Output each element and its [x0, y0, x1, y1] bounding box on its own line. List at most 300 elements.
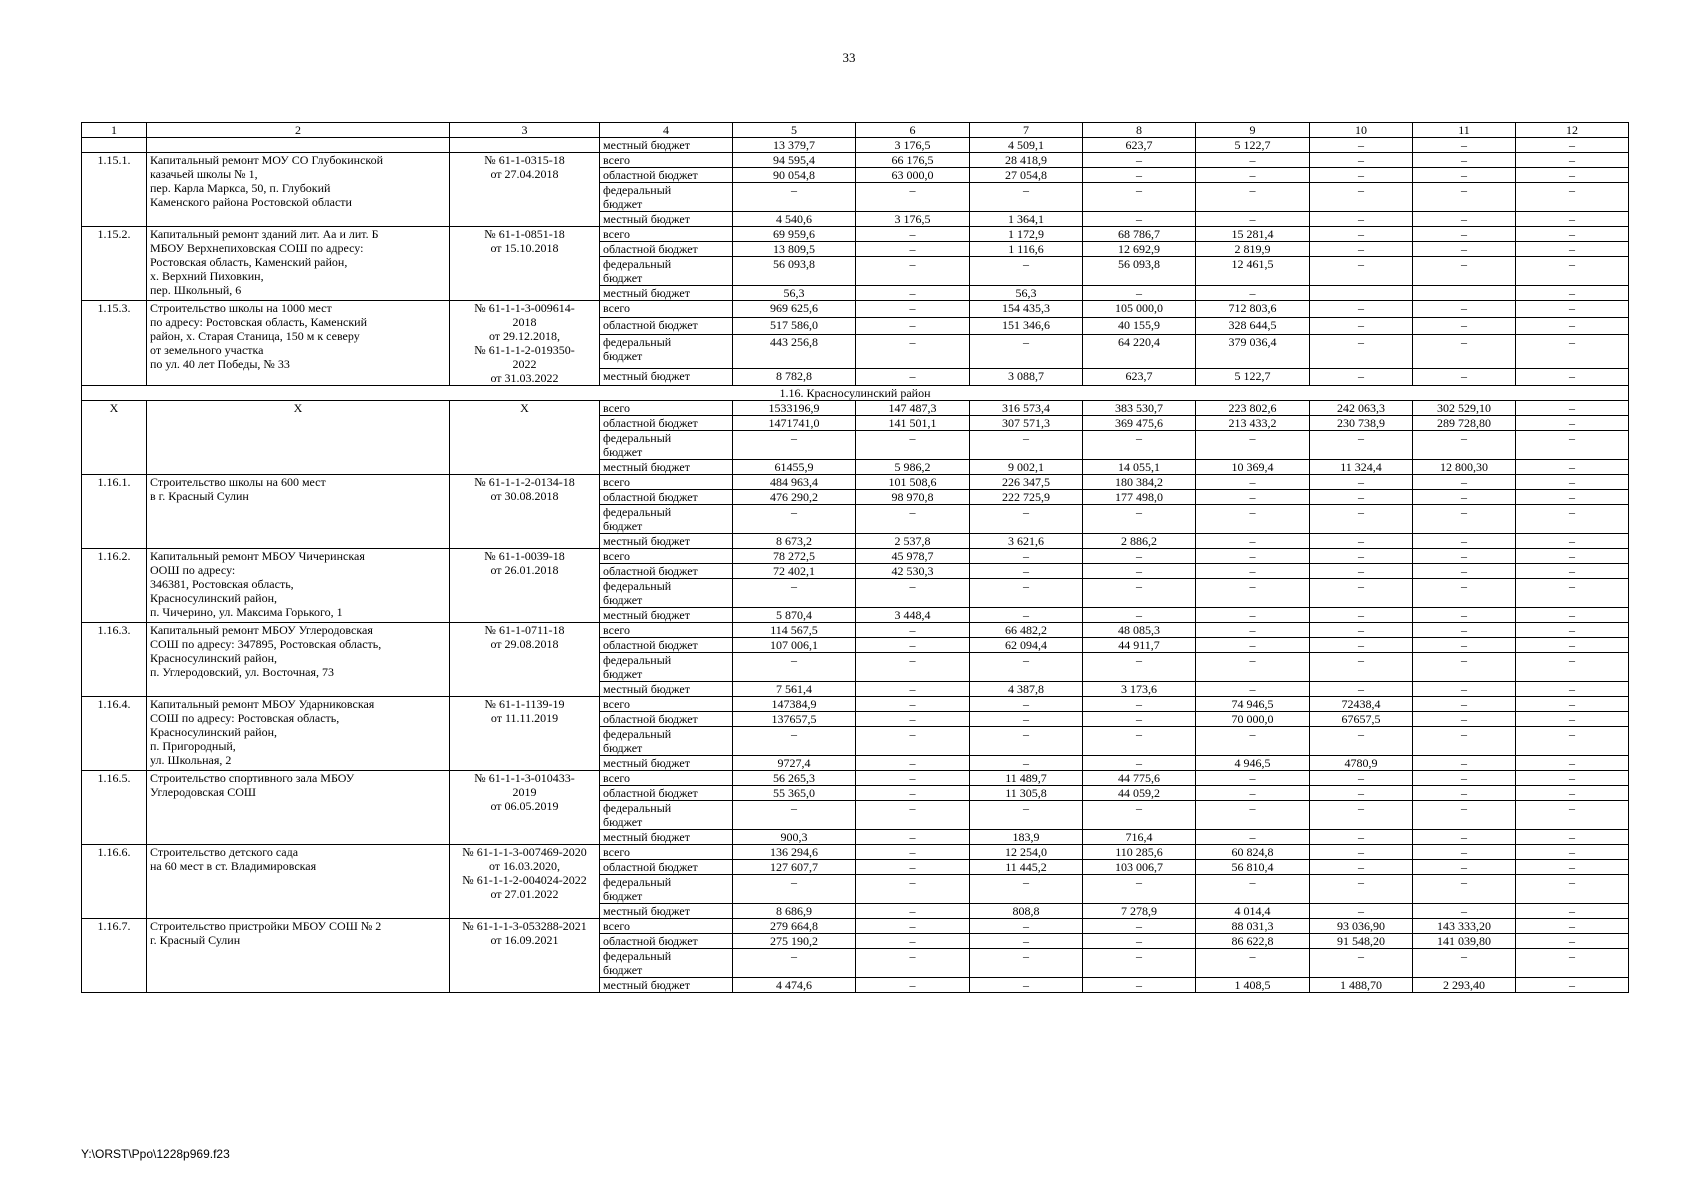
- amount-cell: 2 886,2: [1083, 534, 1196, 549]
- amount-cell: –: [1413, 168, 1516, 183]
- amount-cell: 5 122,7: [1196, 368, 1310, 385]
- budget-type-label: местный бюджет: [600, 534, 733, 549]
- empty-cell: [147, 138, 450, 153]
- amount-cell: 1 364,1: [970, 212, 1083, 227]
- amount-cell: –: [1196, 653, 1310, 682]
- amount-cell: –: [1413, 301, 1516, 318]
- amount-cell: –: [970, 875, 1083, 904]
- amount-cell: 226 347,5: [970, 475, 1083, 490]
- amount-cell: –: [1196, 534, 1310, 549]
- amount-cell: 107 006,1: [733, 638, 856, 653]
- amount-cell: –: [1413, 549, 1516, 564]
- amount-cell: –: [1516, 949, 1629, 978]
- amount-cell: 1471741,0: [733, 416, 856, 431]
- item-document: № 61-1-0315-18 от 27.04.2018: [450, 153, 600, 227]
- amount-cell: –: [1310, 227, 1413, 242]
- budget-table-container: [81, 122, 1629, 993]
- amount-cell: –: [1413, 875, 1516, 904]
- amount-cell: –: [1516, 579, 1629, 608]
- amount-cell: –: [1083, 801, 1196, 830]
- amount-cell: –: [1310, 475, 1413, 490]
- budget-type-label: всего: [600, 227, 733, 242]
- amount-cell: –: [1413, 756, 1516, 771]
- column-number-header: 7: [970, 123, 1083, 138]
- amount-cell: –: [856, 934, 970, 949]
- amount-cell: –: [1413, 318, 1516, 335]
- amount-cell: 1 488,70: [1310, 978, 1413, 993]
- item-number: 1.15.3.: [82, 301, 147, 386]
- amount-cell: 143 333,20: [1413, 919, 1516, 934]
- amount-cell: –: [970, 608, 1083, 623]
- budget-type-label: областной бюджет: [600, 416, 733, 431]
- amount-cell: –: [733, 579, 856, 608]
- amount-cell: 279 664,8: [733, 919, 856, 934]
- amount-cell: 4 387,8: [970, 682, 1083, 697]
- amount-cell: 484 963,4: [733, 475, 856, 490]
- amount-cell: 275 190,2: [733, 934, 856, 949]
- amount-cell: –: [970, 653, 1083, 682]
- amount-cell: –: [1413, 534, 1516, 549]
- amount-cell: –: [1516, 153, 1629, 168]
- item-number: 1.16.3.: [82, 623, 147, 697]
- amount-cell: 623,7: [1083, 368, 1196, 385]
- budget-type-label: федеральный бюджет: [600, 949, 733, 978]
- amount-cell: –: [1083, 549, 1196, 564]
- amount-cell: 105 000,0: [1083, 301, 1196, 318]
- amount-cell: –: [1516, 460, 1629, 475]
- amount-cell: 517 586,0: [733, 318, 856, 335]
- table-row: [82, 623, 1629, 638]
- amount-cell: 2 537,8: [856, 534, 970, 549]
- amount-cell: 1 116,6: [970, 242, 1083, 257]
- amount-cell: –: [856, 682, 970, 697]
- amount-cell: –: [970, 949, 1083, 978]
- amount-cell: –: [1310, 801, 1413, 830]
- amount-cell: –: [1196, 286, 1310, 301]
- item-name: Капитальный ремонт МБОУ Чичеринская ООШ по адресу: 346381, Ростовская область, Красносулинский район, п. Чичерино, ул. Максима Горького, 1: [147, 549, 450, 623]
- column-number-header: 1: [82, 123, 147, 138]
- item-name: Строительство школы на 1000 мест по адресу: Ростовская область, Каменский район, х. Старая Станица, 150 м к северу от земельного участка по ул. 40 лет Победы, № 33: [147, 301, 450, 386]
- amount-cell: 62 094,4: [970, 638, 1083, 653]
- amount-cell: –: [1310, 727, 1413, 756]
- amount-cell: 44 911,7: [1083, 638, 1196, 653]
- budget-type-label: областной бюджет: [600, 638, 733, 653]
- budget-type-label: федеральный бюджет: [600, 579, 733, 608]
- amount-cell: –: [856, 756, 970, 771]
- budget-type-label: федеральный бюджет: [600, 335, 733, 368]
- amount-cell: –: [970, 335, 1083, 368]
- budget-type-label: местный бюджет: [600, 904, 733, 919]
- table-row: [82, 401, 1629, 416]
- amount-cell: 91 548,20: [1310, 934, 1413, 949]
- amount-cell: –: [856, 830, 970, 845]
- budget-type-label: всего: [600, 549, 733, 564]
- amount-cell: –: [1413, 475, 1516, 490]
- amount-cell: 2 819,9: [1196, 242, 1310, 257]
- amount-cell: 716,4: [1083, 830, 1196, 845]
- amount-cell: 8 673,2: [733, 534, 856, 549]
- amount-cell: 93 036,90: [1310, 919, 1413, 934]
- budget-type-label: областной бюджет: [600, 490, 733, 505]
- amount-cell: 67657,5: [1310, 712, 1413, 727]
- amount-cell: 302 529,10: [1413, 401, 1516, 416]
- amount-cell: –: [733, 727, 856, 756]
- budget-type-label: областной бюджет: [600, 318, 733, 335]
- amount-cell: –: [1310, 949, 1413, 978]
- amount-cell: 88 031,3: [1196, 919, 1310, 934]
- amount-cell: –: [970, 549, 1083, 564]
- amount-cell: –: [1196, 608, 1310, 623]
- amount-cell: 4 014,4: [1196, 904, 1310, 919]
- amount-cell: 56,3: [733, 286, 856, 301]
- amount-cell: –: [1083, 183, 1196, 212]
- amount-cell: –: [970, 505, 1083, 534]
- amount-cell: –: [1516, 830, 1629, 845]
- amount-cell: 45 978,7: [856, 549, 970, 564]
- amount-cell: –: [1083, 875, 1196, 904]
- amount-cell: –: [1083, 919, 1196, 934]
- amount-cell: –: [970, 183, 1083, 212]
- amount-cell: 4780,9: [1310, 756, 1413, 771]
- amount-cell: –: [856, 801, 970, 830]
- amount-cell: 230 738,9: [1310, 416, 1413, 431]
- amount-cell: –: [1516, 401, 1629, 416]
- amount-cell: –: [1196, 490, 1310, 505]
- amount-cell: –: [733, 801, 856, 830]
- amount-cell: 328 644,5: [1196, 318, 1310, 335]
- amount-cell: –: [733, 653, 856, 682]
- column-number-header: 2: [147, 123, 450, 138]
- amount-cell: –: [1413, 860, 1516, 875]
- amount-cell: –: [1196, 579, 1310, 608]
- budget-type-label: всего: [600, 845, 733, 860]
- item-name: Капитальный ремонт МБОУ Ударниковская СОШ по адресу: Ростовская область, Красносулинский район, п. Пригородный, ул. Школьная, 2: [147, 697, 450, 771]
- amount-cell: –: [1413, 949, 1516, 978]
- amount-cell: –: [1083, 564, 1196, 579]
- item-number: 1.15.2.: [82, 227, 147, 301]
- amount-cell: –: [1310, 623, 1413, 638]
- item-number: 1.16.7.: [82, 919, 147, 993]
- amount-cell: –: [1516, 978, 1629, 993]
- amount-cell: 7 278,9: [1083, 904, 1196, 919]
- amount-cell: 55 365,0: [733, 786, 856, 801]
- amount-cell: –: [1516, 712, 1629, 727]
- amount-cell: –: [1516, 257, 1629, 286]
- amount-cell: –: [1310, 875, 1413, 904]
- amount-cell: –: [1413, 505, 1516, 534]
- table-row: [82, 153, 1629, 168]
- amount-cell: –: [1516, 242, 1629, 257]
- amount-cell: –: [1413, 183, 1516, 212]
- item-number: 1.16.4.: [82, 697, 147, 771]
- amount-cell: –: [856, 786, 970, 801]
- amount-cell: –: [1310, 212, 1413, 227]
- amount-cell: 127 607,7: [733, 860, 856, 875]
- amount-cell: 13 379,7: [733, 138, 856, 153]
- amount-cell: –: [1516, 860, 1629, 875]
- amount-cell: 48 085,3: [1083, 623, 1196, 638]
- amount-cell: 147384,9: [733, 697, 856, 712]
- amount-cell: –: [1196, 623, 1310, 638]
- amount-cell: –: [856, 978, 970, 993]
- amount-cell: –: [970, 697, 1083, 712]
- amount-cell: 12 800,30: [1413, 460, 1516, 475]
- amount-cell: 78 272,5: [733, 549, 856, 564]
- amount-cell: –: [1196, 549, 1310, 564]
- amount-cell: –: [1196, 153, 1310, 168]
- amount-cell: 3 173,6: [1083, 682, 1196, 697]
- amount-cell: 10 369,4: [1196, 460, 1310, 475]
- file-path-footer: Y:\ORST\Ppo\1228p969.f23: [81, 1147, 230, 1161]
- amount-cell: –: [1083, 978, 1196, 993]
- amount-cell: 66 176,5: [856, 153, 970, 168]
- amount-cell: 3 088,7: [970, 368, 1083, 385]
- amount-cell: –: [1413, 431, 1516, 460]
- amount-cell: –: [970, 712, 1083, 727]
- amount-cell: –: [1516, 183, 1629, 212]
- amount-cell: –: [1310, 368, 1413, 385]
- amount-cell: 14 055,1: [1083, 460, 1196, 475]
- amount-cell: –: [856, 227, 970, 242]
- amount-cell: 63 000,0: [856, 168, 970, 183]
- amount-cell: –: [1083, 608, 1196, 623]
- amount-cell: 151 346,6: [970, 318, 1083, 335]
- amount-cell: –: [1516, 919, 1629, 934]
- amount-cell: 28 418,9: [970, 153, 1083, 168]
- amount-cell: –: [1413, 335, 1516, 368]
- amount-cell: –: [1516, 475, 1629, 490]
- amount-cell: –: [1516, 875, 1629, 904]
- budget-type-label: всего: [600, 919, 733, 934]
- amount-cell: 137657,5: [733, 712, 856, 727]
- amount-cell: –: [1413, 242, 1516, 257]
- amount-cell: –: [856, 904, 970, 919]
- amount-cell: 3 176,5: [856, 212, 970, 227]
- budget-type-label: федеральный бюджет: [600, 505, 733, 534]
- amount-cell: 316 573,4: [970, 401, 1083, 416]
- amount-cell: 4 474,6: [733, 978, 856, 993]
- amount-cell: –: [1516, 801, 1629, 830]
- amount-cell: –: [1196, 212, 1310, 227]
- amount-cell: 98 970,8: [856, 490, 970, 505]
- amount-cell: 12 461,5: [1196, 257, 1310, 286]
- budget-type-label: федеральный бюджет: [600, 653, 733, 682]
- amount-cell: –: [856, 845, 970, 860]
- amount-cell: –: [1083, 212, 1196, 227]
- budget-type-label: местный бюджет: [600, 830, 733, 845]
- amount-cell: –: [1413, 786, 1516, 801]
- amount-cell: –: [1413, 845, 1516, 860]
- amount-cell: 66 482,2: [970, 623, 1083, 638]
- amount-cell: –: [1196, 475, 1310, 490]
- amount-cell: –: [1310, 860, 1413, 875]
- amount-cell: –: [1310, 318, 1413, 335]
- amount-cell: –: [1083, 505, 1196, 534]
- table-row: [82, 549, 1629, 564]
- amount-cell: –: [1413, 682, 1516, 697]
- amount-cell: 307 571,3: [970, 416, 1083, 431]
- amount-cell: –: [1516, 368, 1629, 385]
- amount-cell: 27 054,8: [970, 168, 1083, 183]
- amount-cell: –: [1310, 301, 1413, 318]
- table-row: [82, 475, 1629, 490]
- item-name: Строительство школы на 600 мест в г. Красный Сулин: [147, 475, 450, 549]
- amount-cell: –: [1083, 579, 1196, 608]
- amount-cell: –: [1516, 727, 1629, 756]
- amount-cell: –: [1083, 712, 1196, 727]
- amount-cell: 223 802,6: [1196, 401, 1310, 416]
- amount-cell: –: [1310, 579, 1413, 608]
- table-row: [82, 845, 1629, 860]
- item-number: 1.15.1.: [82, 153, 147, 227]
- budget-type-label: федеральный бюджет: [600, 183, 733, 212]
- amount-cell: –: [1413, 830, 1516, 845]
- amount-cell: –: [970, 579, 1083, 608]
- amount-cell: –: [970, 257, 1083, 286]
- amount-cell: –: [733, 505, 856, 534]
- amount-cell: 72 402,1: [733, 564, 856, 579]
- amount-cell: 64 220,4: [1083, 335, 1196, 368]
- section-title: 1.16. Красносулинский район: [82, 386, 1629, 401]
- amount-cell: –: [1413, 727, 1516, 756]
- amount-cell: –: [1310, 904, 1413, 919]
- amount-cell: –: [970, 978, 1083, 993]
- amount-cell: 1 408,5: [1196, 978, 1310, 993]
- amount-cell: –: [1516, 786, 1629, 801]
- budget-type-label: областной бюджет: [600, 786, 733, 801]
- amount-cell: –: [1516, 138, 1629, 153]
- amount-cell: 180 384,2: [1083, 475, 1196, 490]
- item-name: X: [147, 401, 450, 475]
- amount-cell: 969 625,6: [733, 301, 856, 318]
- amount-cell: –: [1413, 801, 1516, 830]
- item-number: 1.16.2.: [82, 549, 147, 623]
- amount-cell: 147 487,3: [856, 401, 970, 416]
- amount-cell: –: [856, 727, 970, 756]
- amount-cell: –: [1413, 623, 1516, 638]
- item-number: 1.16.5.: [82, 771, 147, 845]
- amount-cell: 56 265,3: [733, 771, 856, 786]
- amount-cell: 61455,9: [733, 460, 856, 475]
- amount-cell: 8 686,9: [733, 904, 856, 919]
- amount-cell: –: [1516, 845, 1629, 860]
- amount-cell: 900,3: [733, 830, 856, 845]
- amount-cell: –: [1413, 257, 1516, 286]
- section-row: [82, 386, 1629, 401]
- amount-cell: –: [856, 919, 970, 934]
- amount-cell: 12 254,0: [970, 845, 1083, 860]
- amount-cell: 623,7: [1083, 138, 1196, 153]
- column-number-row: [82, 123, 1629, 138]
- item-name: Капитальный ремонт МОУ СО Глубокинской казачьей школы № 1, пер. Карла Маркса, 50, п. Глубокий Каменского района Ростовской области: [147, 153, 450, 227]
- amount-cell: –: [856, 183, 970, 212]
- amount-cell: –: [1083, 653, 1196, 682]
- amount-cell: 7 561,4: [733, 682, 856, 697]
- amount-cell: 9 002,1: [970, 460, 1083, 475]
- amount-cell: –: [1413, 608, 1516, 623]
- amount-cell: 3 621,6: [970, 534, 1083, 549]
- budget-type-label: всего: [600, 771, 733, 786]
- amount-cell: 1 172,9: [970, 227, 1083, 242]
- empty-cell: [82, 138, 147, 153]
- amount-cell: –: [1413, 697, 1516, 712]
- amount-cell: 9727,4: [733, 756, 856, 771]
- amount-cell: –: [1516, 904, 1629, 919]
- amount-cell: 4 946,5: [1196, 756, 1310, 771]
- item-document: № 61-1-1-3-007469-2020 от 16.03.2020, № 61-1-1-2-004024-2022 от 27.01.2022: [450, 845, 600, 919]
- amount-cell: –: [1516, 212, 1629, 227]
- amount-cell: –: [970, 756, 1083, 771]
- amount-cell: 1533196,9: [733, 401, 856, 416]
- amount-cell: 242 063,3: [1310, 401, 1413, 416]
- item-name: Строительство спортивного зала МБОУ Углеродовская СОШ: [147, 771, 450, 845]
- amount-cell: –: [856, 242, 970, 257]
- amount-cell: –: [1516, 505, 1629, 534]
- amount-cell: –: [1196, 830, 1310, 845]
- amount-cell: –: [1413, 138, 1516, 153]
- amount-cell: 11 305,8: [970, 786, 1083, 801]
- budget-type-label: местный бюджет: [600, 286, 733, 301]
- amount-cell: 2 293,40: [1413, 978, 1516, 993]
- amount-cell: –: [970, 919, 1083, 934]
- amount-cell: –: [733, 949, 856, 978]
- amount-cell: 11 489,7: [970, 771, 1083, 786]
- amount-cell: –: [1310, 608, 1413, 623]
- amount-cell: –: [1083, 949, 1196, 978]
- amount-cell: –: [856, 505, 970, 534]
- budget-type-label: федеральный бюджет: [600, 431, 733, 460]
- amount-cell: 56,3: [970, 286, 1083, 301]
- budget-type-label: областной бюджет: [600, 712, 733, 727]
- amount-cell: [1310, 286, 1413, 301]
- amount-cell: –: [1083, 168, 1196, 183]
- amount-cell: –: [1083, 431, 1196, 460]
- amount-cell: –: [1196, 801, 1310, 830]
- amount-cell: –: [1196, 949, 1310, 978]
- column-number-header: 5: [733, 123, 856, 138]
- budget-type-label: федеральный бюджет: [600, 875, 733, 904]
- amount-cell: –: [1413, 368, 1516, 385]
- amount-cell: 12 692,9: [1083, 242, 1196, 257]
- budget-type-label: областной бюджет: [600, 168, 733, 183]
- amount-cell: –: [1310, 335, 1413, 368]
- amount-cell: –: [1516, 638, 1629, 653]
- amount-cell: 11 445,2: [970, 860, 1083, 875]
- amount-cell: –: [1516, 534, 1629, 549]
- table-row: [82, 697, 1629, 712]
- amount-cell: –: [1516, 431, 1629, 460]
- amount-cell: 103 006,7: [1083, 860, 1196, 875]
- amount-cell: –: [1516, 608, 1629, 623]
- amount-cell: –: [733, 183, 856, 212]
- amount-cell: –: [856, 875, 970, 904]
- column-number-header: 3: [450, 123, 600, 138]
- amount-cell: 3 448,4: [856, 608, 970, 623]
- amount-cell: 86 622,8: [1196, 934, 1310, 949]
- budget-type-label: всего: [600, 301, 733, 318]
- item-document: № 61-1-0039-18 от 26.01.2018: [450, 549, 600, 623]
- table-row: [82, 771, 1629, 786]
- amount-cell: –: [733, 431, 856, 460]
- amount-cell: –: [1413, 771, 1516, 786]
- amount-cell: 177 498,0: [1083, 490, 1196, 505]
- amount-cell: –: [856, 638, 970, 653]
- amount-cell: 154 435,3: [970, 301, 1083, 318]
- budget-type-label: областной бюджет: [600, 564, 733, 579]
- amount-cell: –: [856, 257, 970, 286]
- item-document: № 61-1-1139-19 от 11.11.2019: [450, 697, 600, 771]
- amount-cell: –: [1310, 534, 1413, 549]
